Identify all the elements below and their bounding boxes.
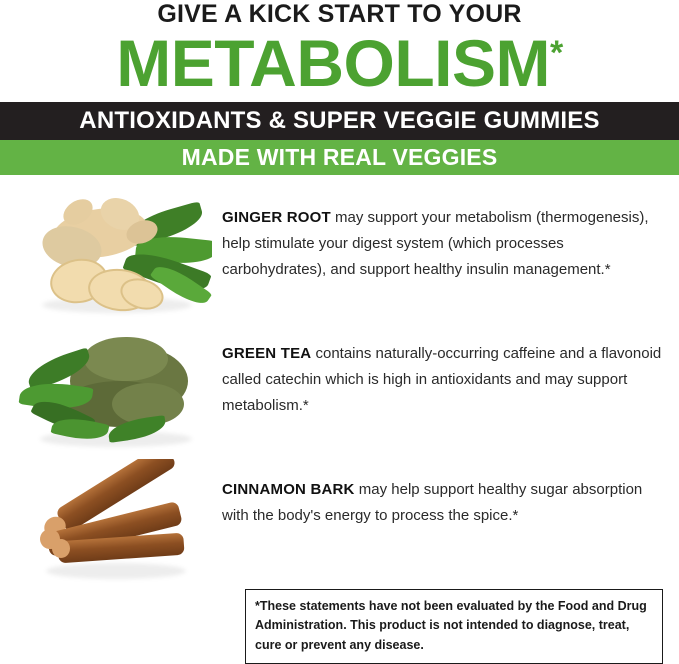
banner-real-veggies: MADE WITH REAL VEGGIES [0,140,679,175]
fda-disclaimer: *These statements have not been evaluated by the Food and Drug Administration. This product is not intended to diagnose, treat, cure or prevent any disease. [245,589,663,664]
green-tea-leaves-photo [16,323,212,453]
headline-asterisk: * [550,34,563,72]
ingredient-body: may help support healthy sugar absorption with the body's energy to process the spice.* [222,481,643,524]
list-item [16,187,663,317]
list-item [16,459,663,589]
banner-antioxidants: ANTIOXIDANTS & SUPER VEGGIE GUMMIES [0,102,679,140]
header [0,0,679,100]
ingredient-description [212,459,663,529]
headline-text: METABOLISM [116,26,550,100]
ingredient-name: GINGER ROOT [222,209,331,226]
ingredient-description [212,187,663,282]
ginger-root-photo [16,187,212,317]
header-kicker: GIVE A KICK START TO YOUR [157,0,522,28]
disclaimer-area [0,595,679,664]
list-item [16,323,663,453]
ingredient-body: may support your metabolism (thermogenesis), help stimulate your digest system (which processes carbohydrates), and support healthy insulin management.* [222,209,649,278]
ingredient-name: CINNAMON BARK [222,481,355,498]
page-title [14,26,665,100]
ingredient-name: GREEN TEA [222,345,312,362]
ingredient-description [212,323,663,418]
ingredient-body: contains naturally-occurring caffeine and a flavonoid called catechin which is high in antioxidants and may support metabolism.* [222,345,662,414]
ingredients-list [0,175,679,589]
cinnamon-bark-photo [16,459,212,589]
